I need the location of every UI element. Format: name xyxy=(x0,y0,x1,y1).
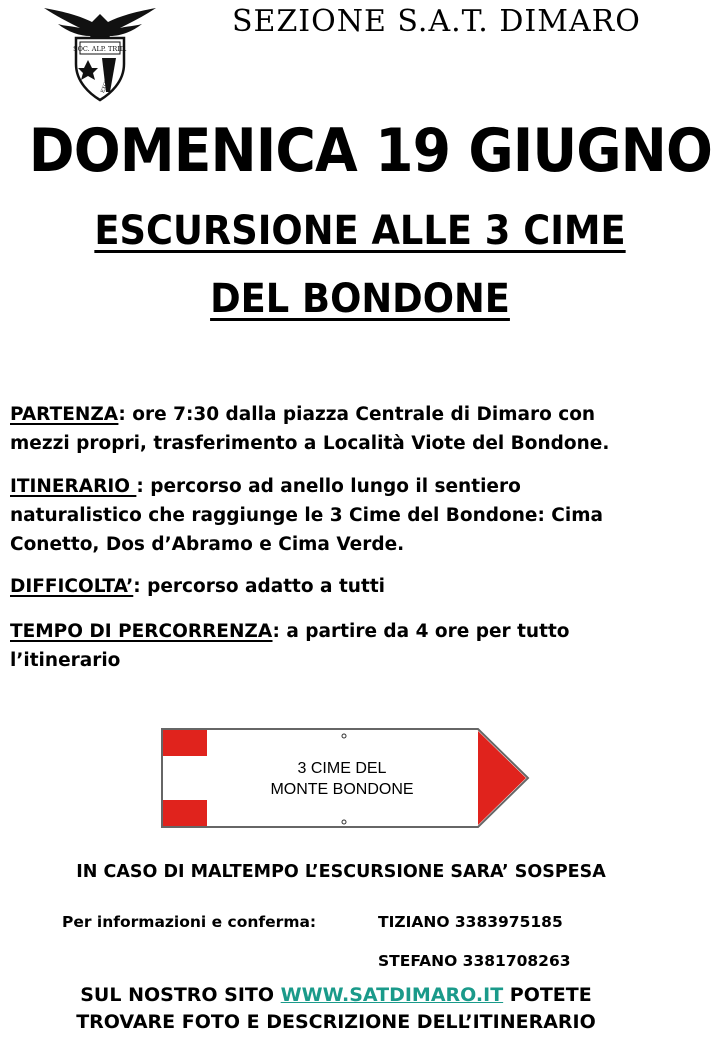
contact-stefano: STEFANO 3381708263 xyxy=(378,952,571,970)
detail-line: mezzi propri, trasferimento a Località Viote del Bondone. xyxy=(10,433,610,454)
detail-itinerario xyxy=(10,472,700,559)
detail-separator: : xyxy=(133,576,148,597)
detail-label: TEMPO DI PERCORRENZA xyxy=(10,621,273,642)
event-title-line-2 xyxy=(29,276,691,322)
event-title-text-2: DEL BONDONE xyxy=(210,276,510,322)
detail-line: ore 7:30 dalla piazza Centrale di Dimaro con xyxy=(132,404,596,425)
info-label: Per informazioni e conferma: xyxy=(62,913,317,931)
detail-line: Conetto, Dos d’Abramo e Cima Verde. xyxy=(10,534,405,555)
detail-line: a partire da 4 ore per tutto xyxy=(286,621,570,642)
detail-label: DIFFICOLTA’ xyxy=(10,576,134,597)
footer-text xyxy=(0,982,672,1036)
event-date-heading: DOMENICA 19 GIUGNO xyxy=(28,116,712,186)
logo-text-side: EXCELSIOR xyxy=(99,62,117,94)
detail-line: percorso ad anello lungo il sentiero xyxy=(150,476,521,497)
weather-note: IN CASO DI MALTEMPO L’ESCURSIONE SARA’ SOSPESA xyxy=(76,862,606,882)
detail-label: PARTENZA xyxy=(10,404,119,425)
sat-logo xyxy=(36,2,164,102)
detail-partenza xyxy=(10,400,700,458)
detail-line: naturalistico che raggiunge le 3 Cime del Bondone: Cima xyxy=(10,505,603,526)
sign-red-stripe-top xyxy=(163,730,207,756)
detail-separator: : xyxy=(136,476,151,497)
contact-tiziano: TIZIANO 3383975185 xyxy=(378,913,563,931)
sign-red-stripe-bottom xyxy=(163,800,207,826)
detail-label: ITINERARIO xyxy=(10,476,137,497)
footer-line-2: TROVARE FOTO E DESCRIZIONE DELL’ITINERARIO xyxy=(76,1011,596,1033)
trail-sign-text: 3 CIME DEL MONTE BONDONE xyxy=(270,760,414,798)
footer-suffix: POTETE xyxy=(503,984,592,1006)
event-title-line-1 xyxy=(29,208,691,254)
sign-red-arrow xyxy=(478,731,526,825)
event-title-text-1: ESCURSIONE ALLE 3 CIME xyxy=(94,208,626,254)
section-title: SEZIONE S.A.T. DIMARO xyxy=(232,4,641,39)
logo-text-top: SOC. ALP. TRID. xyxy=(73,45,127,53)
detail-tempo xyxy=(10,617,700,675)
detail-separator: : xyxy=(272,621,287,642)
detail-line: l’itinerario xyxy=(10,650,121,671)
footer-prefix: SUL NOSTRO SITO xyxy=(80,984,281,1006)
detail-difficolta xyxy=(10,572,700,601)
detail-separator: : xyxy=(118,404,133,425)
website-link[interactable]: WWW.SATDIMARO.IT xyxy=(280,984,504,1006)
detail-line: percorso adatto a tutti xyxy=(147,576,385,597)
